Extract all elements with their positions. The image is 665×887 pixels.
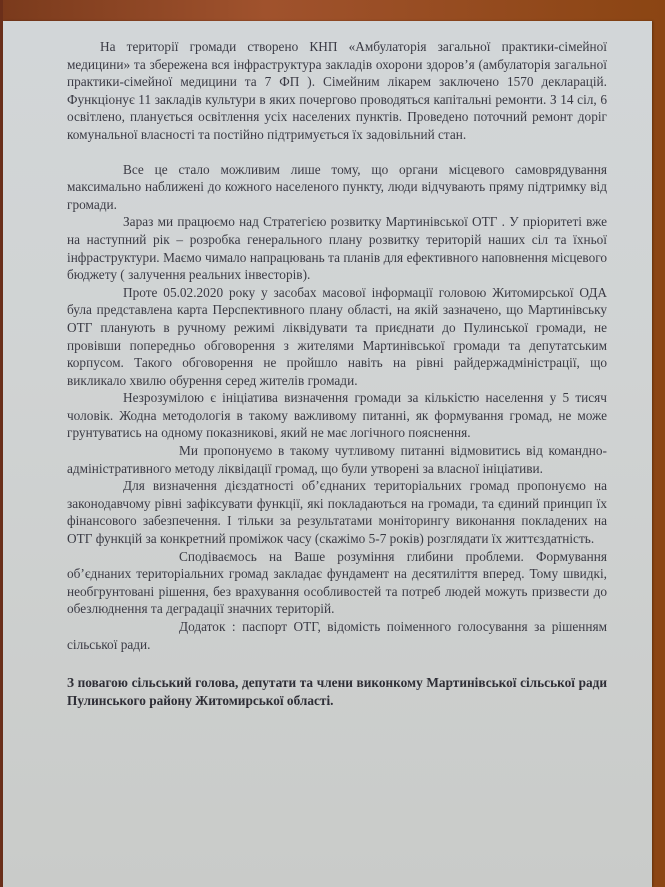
paragraph-attachment: Додаток : паспорт ОТГ, відомість поіменного голосування за рішенням сільської ради.: [67, 619, 607, 652]
paragraph-capacity: Для визначення дієздатності об’єднаних територіальних громад пропонуємо на законодавчому рівні зафіксувати функції, які покладаються на громади, та єдиний принцип їх фінансового забезпечення. І тільки за результатами моніторингу виконання покладених на ОТГ функцій за конкретний проміжок часу (скажімо 5-7 років) розглядати їх життєздатність.: [67, 478, 607, 547]
paragraph-population-criterion: Незрозумілою є ініціатива визначення громади за кількістю населення у 5 тисяч чоловік. Жодна методологія в такому важливому питанні, як формування громад, не може грунтуватись на одному показникові, який не має логічного пояснення.: [67, 390, 607, 441]
paragraph-gap: [67, 144, 607, 161]
paragraph-self-government: Все це стало можливим лише тому, що органи місцевого самоврядування максимально наближені до кожного населеного пункту, люди відчувають пряму підтримку від громади.: [67, 161, 607, 212]
letter-signature: З повагою сільський голова, депутати та члени виконкому Мартинівської сільської ради Пулинського району Житомирської області.: [67, 675, 607, 708]
paragraph-strategy: Зараз ми працюємо над Стратегією розвитку Мартинівської ОТГ . У пріоритеті вже на наступний рік – розробка генерального плану розвитку територій наших сіл та їхньої інфраструктури. Маємо чимало напрацювань та планів для ефективного наповнення місцевого бюджету ( залучення реальних інвесторів).: [67, 214, 607, 283]
paragraph-healthcare: На території громади створено КНП «Амбулаторія загальної практики-сімейної медицини» та збережена вся інфраструктура закладів охорони здоров’я (амбулаторія загальної практики-сімейної медицини та 7 ФП ). Сімейним лікарем заключено 1570 декларацій. Функціонує 11 закладів культури в яких почергово проводяться капітальні ремонти. З 14 сіл, 6 освітлено, планується освітлення усіх населених пунктів. Проведено поточний ремонт доріг комунальної власності та постійно підтримується їх задовільний стан.: [67, 39, 607, 142]
letter-body: [67, 38, 607, 653]
paragraph-hope: Сподіваємось на Ваше розуміння глибини проблеми. Формування об’єднаних територіальних громад закладає фундамент на десятиліття вперед. Тому швидкі, необгрунтовані рішення, без врахування особливостей та потреб людей можуть призвести до обезлюднення та деградації значних територій.: [67, 548, 607, 617]
paragraph-proposal: Ми пропонуємо в такому чутливому питанні відмовитись від командно-адміністративного методу ліквідації громад, що були утворені за власної ініціативи.: [67, 443, 607, 476]
paragraph-liquidation-plan: Проте 05.02.2020 року у засобах масової інформації головою Житомирської ОДА була представлена карта Перспективного плану області, на якій зазначено, що Мартинівську ОТГ планують в ручному режимі ліквідувати та приєднати до Пулинської громади, не провівши попередньо обговорення з жителями Мартинівської громади та депутатським корпусом. Такого обговорення не пройшло навіть на рівні райдержадміністрації, що викликало хвилю обурення серед жителів громади.: [67, 284, 607, 388]
